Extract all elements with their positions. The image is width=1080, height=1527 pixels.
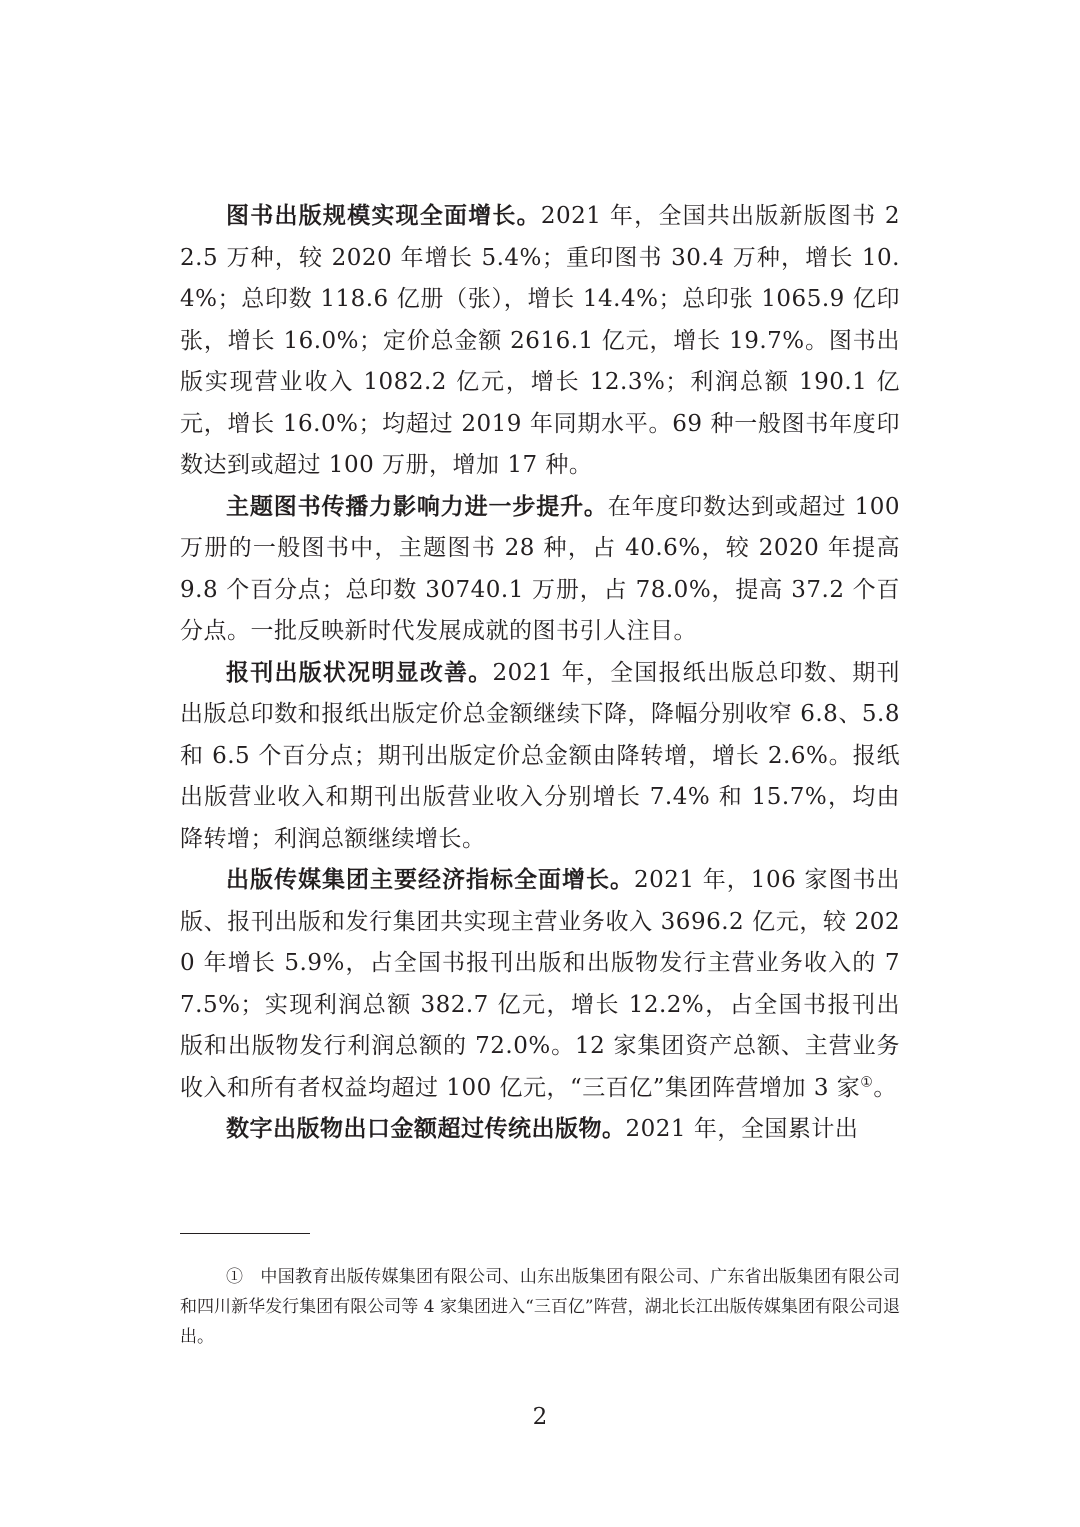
paragraph-theme-books <box>180 487 900 653</box>
paragraph-newspapers-periodicals <box>180 653 900 861</box>
paragraph-body: 2021 年，全国报纸出版总印数、期刊出版总印数和报纸出版定价总金额继续下降，降幅分别收窄 6.8、5.8 和 6.5 个百分点；期刊出版定价总金额由降转增，增长 2.6%。报纸出版营业收入和期刊出版营业收入分别增长 7.4% 和 15.7%，均由降转增；利润总额继续增长。 <box>180 659 900 852</box>
page-number: 2 <box>532 1404 548 1430</box>
paragraph-lead: 主题图书传播力影响力进一步提升。 <box>226 493 608 520</box>
paragraph-body: 2021 年，全国共出版新版图书 22.5 万种，较 2020 年增长 5.4%；重印图书 30.4 万种，增长 10.4%；总印数 118.6 亿册（张），增长 14.4%；总印张 1065.9 亿印张，增长 16.0%；定价总金额 2616.1 亿元，增长 19.7%。图书出版实现营业收入 1082.2 亿元，增长 12.3%；利润总额 190.1 亿元，增长 16.0%；均超过 2019 年同期水平。69 种一般图书年度印数达到或超过 100 万册，增加 17 种。 <box>180 203 900 478</box>
paragraph-media-groups <box>180 860 900 1109</box>
paragraph-book-publishing <box>180 196 900 487</box>
paragraph-lead: 数字出版物出口金额超过传统出版物。 <box>226 1116 626 1142</box>
paragraph-digital-exports <box>180 1109 900 1151</box>
footnote <box>180 1262 900 1352</box>
footnote-mark: ① <box>226 1267 244 1287</box>
paragraph-lead: 出版传媒集团主要经济指标全面增长。 <box>226 867 634 893</box>
body-text <box>180 196 900 1151</box>
footnote-text: 中国教育出版传媒集团有限公司、山东出版集团有限公司、广东省出版集团有限公司和四川新华发行集团有限公司等 4 家集团进入“三百亿”阵营，湖北长江出版传媒集团有限公司退出。 <box>180 1267 901 1347</box>
paragraph-body: 2021 年，全国累计出 <box>625 1116 859 1142</box>
paragraph-body: 在年度印数达到或超过 100 万册的一般图书中，主题图书 28 种，占 40.6%，较 2020 年提高 9.8 个百分点；总印数 30740.1 万册，占 78.0%，提高 37.2 个百分点。一批反映新时代发展成就的图书引人注目。 <box>180 493 900 644</box>
footnote-reference[interactable]: ① <box>860 1073 874 1090</box>
paragraph-tail: 。 <box>873 1074 897 1101</box>
paragraph-body: 2021 年，106 家图书出版、报刊出版和发行集团共实现主营业务收入 3696.2 亿元，较 2020 年增长 5.9%，占全国书报刊出版和出版物发行主营业务收入的 77.5%；实现利润总额 382.7 亿元，增长 12.2%，占全国书报刊出版和出版物发行利润总额的 72.0%。12 家集团资产总额、主营业务收入和所有者权益均超过 100 亿元，“三百亿”集团阵营增加 3 家 <box>180 867 901 1101</box>
paragraph-lead: 图书出版规模实现全面增长。 <box>226 203 541 229</box>
paragraph-lead: 报刊出版状况明显改善。 <box>226 659 493 686</box>
footnote-divider <box>180 1233 310 1234</box>
